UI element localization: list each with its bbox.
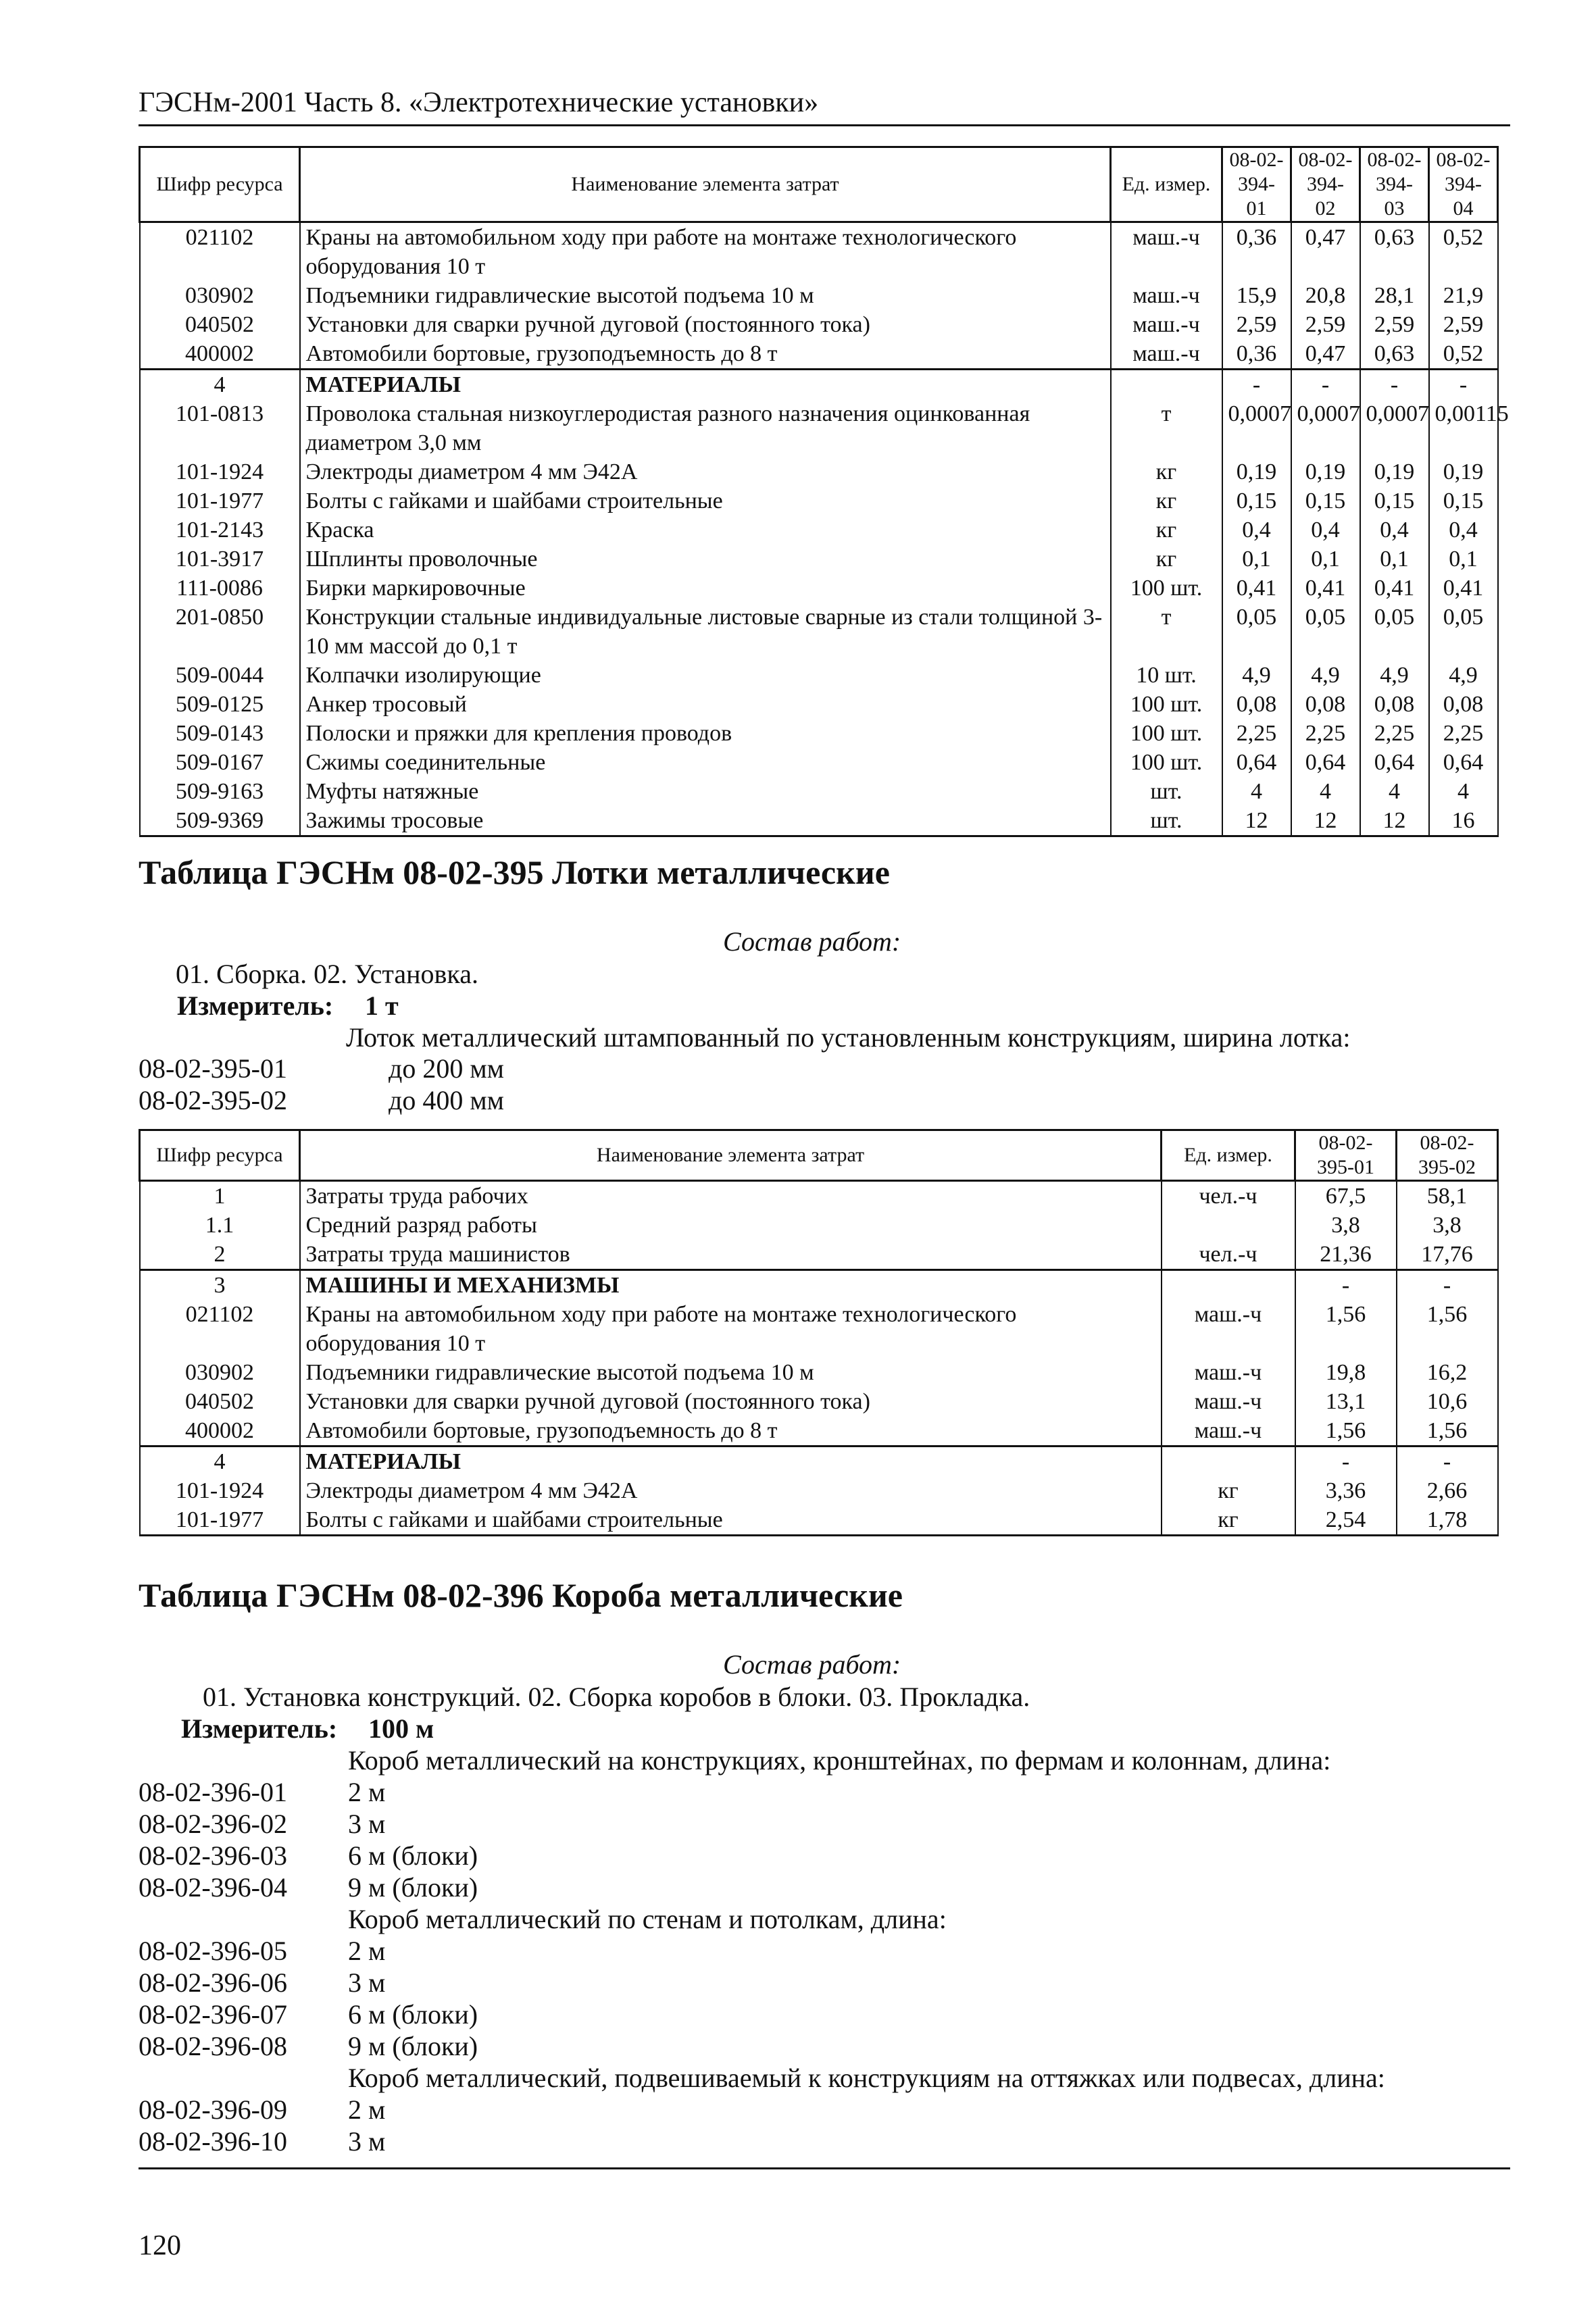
group-description: Короб металлический, подвешиваемый к конструкциям на оттяжках или подвесах, длина: — [348, 2063, 1385, 2093]
unit-cell: маш.-ч — [1111, 281, 1222, 310]
norm-code: 08-02-396-02 — [139, 1809, 287, 1839]
resource-code-cell: 040502 — [140, 310, 300, 339]
value-cell: 0,41 — [1429, 574, 1498, 603]
unit-cell: т — [1111, 399, 1222, 457]
value-cell: 0,0007 — [1291, 399, 1360, 457]
value-cell: - — [1291, 370, 1360, 400]
value-cell: 0,4 — [1222, 515, 1291, 545]
value-cell: 21,9 — [1429, 281, 1498, 310]
value-cell: 0,05 — [1360, 603, 1429, 661]
value-cell: 3,8 — [1397, 1211, 1498, 1240]
unit-cell: маш.-ч — [1162, 1300, 1295, 1358]
resource-code-cell: 509-0044 — [140, 661, 300, 690]
resource-table-394 — [139, 146, 1509, 837]
unit-cell — [1111, 370, 1222, 400]
table-row — [140, 777, 1498, 806]
value-cell: 0,4 — [1291, 515, 1360, 545]
value-cell: 0,52 — [1429, 222, 1498, 282]
value-cell: - — [1429, 370, 1498, 400]
value-cell: 2,25 — [1360, 719, 1429, 748]
value-cell: 3,8 — [1295, 1211, 1397, 1240]
unit-cell: маш.-ч — [1162, 1416, 1295, 1447]
value-cell: 0,19 — [1360, 457, 1429, 486]
resource-code-cell: 400002 — [140, 339, 300, 370]
col-header-395-01: 08-02-395-01 — [1295, 1130, 1397, 1181]
table-row — [140, 281, 1498, 310]
value-cell: - — [1295, 1447, 1397, 1477]
value-cell: 0,15 — [1291, 486, 1360, 515]
resource-name-cell: Муфты натяжные — [300, 777, 1111, 806]
table-row — [140, 1211, 1498, 1240]
value-cell: 0,1 — [1429, 545, 1498, 574]
norm-desc: 9 м (блоки) — [348, 2031, 478, 2061]
value-cell: 0,19 — [1291, 457, 1360, 486]
resource-name-cell: Полоски и пряжки для крепления проводов — [300, 719, 1111, 748]
value-cell: 0,19 — [1222, 457, 1291, 486]
norm-code-item — [139, 2030, 1385, 2062]
table-row — [140, 545, 1498, 574]
resource-code-cell: 4 — [140, 1447, 300, 1477]
value-cell: 1,78 — [1397, 1505, 1498, 1536]
value-cell: 1,56 — [1397, 1416, 1498, 1447]
table-row — [140, 661, 1498, 690]
resource-name-cell: Электроды диаметром 4 мм Э42А — [300, 457, 1111, 486]
table-row — [140, 222, 1498, 282]
col-header-code: Шифр ресурса — [140, 147, 300, 222]
resource-name-cell: Электроды диаметром 4 мм Э42А — [300, 1476, 1162, 1505]
norm-desc: до 200 мм — [389, 1053, 504, 1084]
table-row — [140, 719, 1498, 748]
unit-cell: маш.-ч — [1111, 339, 1222, 370]
resource-name-cell: Установки для сварки ручной дуговой (постоянного тока) — [300, 310, 1111, 339]
resource-name-cell: Сжимы соединительные — [300, 748, 1111, 777]
value-cell: 16,2 — [1397, 1358, 1498, 1387]
value-cell: 0,63 — [1360, 339, 1429, 370]
value-cell: 21,36 — [1295, 1240, 1397, 1270]
resource-code-cell: 030902 — [140, 281, 300, 310]
norm-code-item — [139, 2094, 1385, 2126]
norm-code: 08-02-396-06 — [139, 1967, 287, 1998]
resource-code-cell: 509-0143 — [140, 719, 300, 748]
resource-code-cell: 101-3917 — [140, 545, 300, 574]
value-cell: 0,08 — [1222, 690, 1291, 719]
value-cell: 0,47 — [1291, 339, 1360, 370]
value-cell: 19,8 — [1295, 1358, 1397, 1387]
norm-desc: 6 м (блоки) — [348, 1999, 478, 2030]
norm-code: 08-02-396-08 — [139, 2031, 287, 2061]
value-cell: 0,64 — [1222, 748, 1291, 777]
resource-code-cell: 201-0850 — [140, 603, 300, 661]
resource-code-cell: 509-9369 — [140, 806, 300, 836]
resource-name-cell: Подъемники гидравлические высотой подъема 10 м — [300, 1358, 1162, 1387]
group-description: Короб металлический по стенам и потолкам, длина: — [348, 1904, 947, 1934]
resource-code-cell: 101-1977 — [140, 486, 300, 515]
value-cell: 1,56 — [1295, 1300, 1397, 1358]
unit-cell: 100 шт. — [1111, 719, 1222, 748]
norm-code: 08-02-396-09 — [139, 2094, 287, 2125]
col-header-394-02: 08-02-394-02 — [1291, 147, 1360, 222]
value-cell: - — [1397, 1447, 1498, 1477]
table-row — [140, 1387, 1498, 1416]
resource-name-cell: Болты с гайками и шайбами строительные — [300, 1505, 1162, 1536]
norm-code-item — [139, 2126, 1385, 2157]
resource-name-cell: Болты с гайками и шайбами строительные — [300, 486, 1111, 515]
table-row — [140, 748, 1498, 777]
value-cell: 0,0007 — [1222, 399, 1291, 457]
value-cell: 10,6 — [1397, 1387, 1498, 1416]
resource-name-cell: Краны на автомобильном ходу при работе на монтаже технологического оборудования 10 т — [300, 1300, 1162, 1358]
table-395-title: Таблица ГЭСНм 08-02-395 Лотки металлические — [139, 853, 890, 891]
table-row — [140, 1505, 1498, 1536]
col-header-394-04: 08-02-394-04 — [1429, 147, 1498, 222]
resource-code-cell: 111-0086 — [140, 574, 300, 603]
table-row — [140, 1181, 1498, 1211]
table-header-row — [140, 147, 1498, 222]
table-row — [140, 1476, 1498, 1505]
value-cell: 20,8 — [1291, 281, 1360, 310]
group-description: Короб металлический на конструкциях, кронштейнах, по фермам и колоннам, длина: — [348, 1745, 1331, 1776]
value-cell: 0,36 — [1222, 339, 1291, 370]
norm-desc: 9 м (блоки) — [348, 1872, 478, 1903]
value-cell: 2,25 — [1429, 719, 1498, 748]
value-cell: - — [1360, 370, 1429, 400]
unit-cell: кг — [1162, 1476, 1295, 1505]
unit-cell: чел.-ч — [1162, 1240, 1295, 1270]
norm-code-list-396 — [139, 1744, 1385, 2157]
norm-code: 08-02-396-05 — [139, 1936, 287, 1966]
norm-code: 08-02-396-01 — [139, 1777, 287, 1807]
resource-code-cell: 509-9163 — [140, 777, 300, 806]
value-cell: 4,9 — [1360, 661, 1429, 690]
norm-desc: 2 м — [348, 2094, 386, 2125]
norm-code-item — [139, 1840, 1385, 1871]
value-cell: 2,59 — [1429, 310, 1498, 339]
resource-code-cell: 400002 — [140, 1416, 300, 1447]
value-cell: - — [1397, 1270, 1498, 1301]
table-row — [140, 603, 1498, 661]
value-cell: 12 — [1291, 806, 1360, 836]
value-cell: 58,1 — [1397, 1181, 1498, 1211]
resource-code-cell: 509-0167 — [140, 748, 300, 777]
value-cell: 12 — [1222, 806, 1291, 836]
value-cell: 17,76 — [1397, 1240, 1498, 1270]
value-cell: 0,63 — [1360, 222, 1429, 282]
value-cell: 0,08 — [1429, 690, 1498, 719]
value-cell: 3,36 — [1295, 1476, 1397, 1505]
resource-name-cell: Затраты труда машинистов — [300, 1240, 1162, 1270]
resource-code-cell: 101-0813 — [140, 399, 300, 457]
table-row — [140, 486, 1498, 515]
value-cell: 1,56 — [1397, 1300, 1498, 1358]
norm-code-item — [139, 1935, 1385, 1967]
norm-code-item — [139, 1084, 504, 1116]
resource-name-cell: Подъемники гидравлические высотой подъема 10 м — [300, 281, 1111, 310]
value-cell: 0,1 — [1222, 545, 1291, 574]
unit-cell: 100 шт. — [1111, 690, 1222, 719]
value-cell: 4,9 — [1291, 661, 1360, 690]
unit-cell — [1162, 1270, 1295, 1301]
resource-name-cell: Установки для сварки ручной дуговой (постоянного тока) — [300, 1387, 1162, 1416]
value-cell: 0,41 — [1360, 574, 1429, 603]
unit-cell: шт. — [1111, 806, 1222, 836]
norm-desc: 3 м — [348, 2126, 386, 2157]
norm-desc: 6 м (блоки) — [348, 1840, 478, 1871]
unit-cell: 10 шт. — [1111, 661, 1222, 690]
table-row — [140, 690, 1498, 719]
resource-code-cell: 030902 — [140, 1358, 300, 1387]
value-cell: 0,52 — [1429, 339, 1498, 370]
value-cell: 2,66 — [1397, 1476, 1498, 1505]
work-composition-label: Состав работ: — [723, 926, 901, 957]
unit-cell: маш.-ч — [1111, 222, 1222, 282]
value-cell: 0,1 — [1360, 545, 1429, 574]
value-cell: 4 — [1360, 777, 1429, 806]
unit-cell — [1162, 1211, 1295, 1240]
value-cell: 2,59 — [1222, 310, 1291, 339]
resource-name-cell: Зажимы тросовые — [300, 806, 1111, 836]
unit-cell: шт. — [1111, 777, 1222, 806]
value-cell: 0,47 — [1291, 222, 1360, 282]
resource-code-cell: 4 — [140, 370, 300, 400]
value-cell: - — [1222, 370, 1291, 400]
table-row — [140, 806, 1498, 836]
value-cell: 2,25 — [1291, 719, 1360, 748]
value-cell: 15,9 — [1222, 281, 1291, 310]
value-cell: 2,59 — [1291, 310, 1360, 339]
unit-cell — [1162, 1447, 1295, 1477]
table-row — [140, 574, 1498, 603]
col-header-name: Наименование элемента затрат — [300, 1130, 1162, 1181]
col-header-394-01: 08-02-394-01 — [1222, 147, 1291, 222]
value-cell: 2,54 — [1295, 1505, 1397, 1536]
value-cell: 28,1 — [1360, 281, 1429, 310]
resource-code-cell: 1.1 — [140, 1211, 300, 1240]
resource-name-cell: Автомобили бортовые, грузоподъемность до 8 т — [300, 1416, 1162, 1447]
norm-desc: до 400 мм — [389, 1085, 504, 1115]
value-cell: 0,08 — [1291, 690, 1360, 719]
resource-name-cell: Краны на автомобильном ходу при работе на монтаже технологического оборудования 10 т — [300, 222, 1111, 282]
table-row — [140, 1358, 1498, 1387]
value-cell: 4 — [1291, 777, 1360, 806]
value-cell: 2,25 — [1222, 719, 1291, 748]
norm-code: 08-02-396-10 — [139, 2126, 287, 2157]
value-cell: 0,64 — [1360, 748, 1429, 777]
norm-desc: 3 м — [348, 1809, 386, 1839]
bottom-rule — [139, 2167, 1510, 2169]
value-cell: 0,15 — [1429, 486, 1498, 515]
work-description: Лоток металлический штампованный по установленным конструкциям, ширина лотка: — [346, 1022, 1351, 1053]
value-cell: 0,00115 — [1429, 399, 1498, 457]
unit-cell: т — [1111, 603, 1222, 661]
col-header-name: Наименование элемента затрат — [300, 147, 1111, 222]
unit-cell: маш.-ч — [1111, 310, 1222, 339]
value-cell: 0,15 — [1222, 486, 1291, 515]
work-composition-text: 01. Установка конструкций. 02. Сборка коробов в блоки. 03. Прокладка. — [203, 1682, 1030, 1712]
norm-code-item — [139, 1053, 504, 1084]
value-cell: 0,41 — [1222, 574, 1291, 603]
resource-code-cell: 040502 — [140, 1387, 300, 1416]
norm-code-item — [139, 1776, 1385, 1808]
col-header-395-02: 08-02-395-02 — [1397, 1130, 1498, 1181]
col-header-394-03: 08-02-394-03 — [1360, 147, 1429, 222]
table-row — [140, 515, 1498, 545]
value-cell: 12 — [1360, 806, 1429, 836]
value-cell: 4,9 — [1429, 661, 1498, 690]
meter-value: 100 м — [368, 1713, 434, 1744]
resource-name-cell: Конструкции стальные индивидуальные листовые сварные из стали толщиной 3-10 мм массой до 0,1 т — [300, 603, 1111, 661]
resource-name-cell: Средний разряд работы — [300, 1211, 1162, 1240]
resource-code-cell: 101-1924 — [140, 1476, 300, 1505]
norm-code: 08-02-395-02 — [139, 1085, 287, 1115]
resource-name-cell: МАШИНЫ И МЕХАНИЗМЫ — [300, 1270, 1162, 1301]
unit-cell: кг — [1111, 515, 1222, 545]
meter-label: Измеритель: — [181, 1713, 338, 1744]
resource-name-cell: МАТЕРИАЛЫ — [300, 1447, 1162, 1477]
table-396-title: Таблица ГЭСНм 08-02-396 Короба металлические — [139, 1576, 903, 1614]
value-cell: 4,9 — [1222, 661, 1291, 690]
value-cell: 0,0007 — [1360, 399, 1429, 457]
resource-code-cell: 021102 — [140, 222, 300, 282]
value-cell: 4 — [1429, 777, 1498, 806]
table-header-row — [140, 1130, 1498, 1181]
resource-code-cell: 2 — [140, 1240, 300, 1270]
norm-code: 08-02-396-04 — [139, 1872, 287, 1903]
work-composition-label: Состав работ: — [723, 1649, 901, 1680]
value-cell: 0,05 — [1291, 603, 1360, 661]
resource-code-cell: 021102 — [140, 1300, 300, 1358]
resource-name-cell: Проволока стальная низкоуглеродистая разного назначения оцинкованная диаметром 3,0 мм — [300, 399, 1111, 457]
table-section-row — [140, 370, 1498, 400]
table-row — [140, 1240, 1498, 1270]
resource-name-cell: Колпачки изолирующие — [300, 661, 1111, 690]
resource-table-395 — [139, 1129, 1499, 1536]
value-cell: 67,5 — [1295, 1181, 1397, 1211]
col-header-unit: Ед. измер. — [1111, 147, 1222, 222]
resource-code-cell: 3 — [140, 1270, 300, 1301]
value-cell: 0,05 — [1222, 603, 1291, 661]
value-cell: 0,4 — [1360, 515, 1429, 545]
page-header: ГЭСНм-2001 Часть 8. «Электротехнические установки» — [139, 86, 1510, 126]
unit-cell: 100 шт. — [1111, 574, 1222, 603]
resource-name-cell: МАТЕРИАЛЫ — [300, 370, 1111, 400]
unit-cell: маш.-ч — [1162, 1387, 1295, 1416]
value-cell: 1,56 — [1295, 1416, 1397, 1447]
value-cell: 4 — [1222, 777, 1291, 806]
resource-code-cell: 1 — [140, 1181, 300, 1211]
resource-code-cell: 101-1977 — [140, 1505, 300, 1536]
table-row — [140, 339, 1498, 370]
table-row — [140, 457, 1498, 486]
resource-name-cell: Анкер тросовый — [300, 690, 1111, 719]
unit-cell: кг — [1111, 457, 1222, 486]
col-header-unit: Ед. измер. — [1162, 1130, 1295, 1181]
value-cell: 2,59 — [1360, 310, 1429, 339]
resource-name-cell: Бирки маркировочные — [300, 574, 1111, 603]
unit-cell: кг — [1111, 545, 1222, 574]
col-header-code: Шифр ресурса — [140, 1130, 300, 1181]
value-cell: 16 — [1429, 806, 1498, 836]
norm-code: 08-02-395-01 — [139, 1053, 287, 1084]
table-row — [140, 1416, 1498, 1447]
unit-cell: чел.-ч — [1162, 1181, 1295, 1211]
resource-name-cell: Краска — [300, 515, 1111, 545]
meter-value: 1 т — [365, 990, 399, 1021]
value-cell: 0,19 — [1429, 457, 1498, 486]
resource-name-cell: Затраты труда рабочих — [300, 1181, 1162, 1211]
norm-code-list-395 — [139, 1053, 504, 1116]
value-cell: 0,08 — [1360, 690, 1429, 719]
norm-code-item — [139, 1808, 1385, 1840]
value-cell: 13,1 — [1295, 1387, 1397, 1416]
value-cell: 0,1 — [1291, 545, 1360, 574]
resource-name-cell: Шплинты проволочные — [300, 545, 1111, 574]
unit-cell: кг — [1162, 1505, 1295, 1536]
resource-code-cell: 101-2143 — [140, 515, 300, 545]
value-cell: 0,64 — [1291, 748, 1360, 777]
norm-desc: 2 м — [348, 1777, 386, 1807]
resource-code-cell: 101-1924 — [140, 457, 300, 486]
norm-desc: 3 м — [348, 1967, 386, 1998]
norm-code: 08-02-396-03 — [139, 1840, 287, 1871]
norm-code-item — [139, 1871, 1385, 1903]
norm-code-item — [139, 1967, 1385, 1998]
resource-name-cell: Автомобили бортовые, грузоподъемность до 8 т — [300, 339, 1111, 370]
table-section-row — [140, 1270, 1498, 1301]
unit-cell: 100 шт. — [1111, 748, 1222, 777]
norm-desc: 2 м — [348, 1936, 386, 1966]
meter-label: Измеритель: — [177, 990, 334, 1021]
table-row — [140, 399, 1498, 457]
value-cell: - — [1295, 1270, 1397, 1301]
value-cell: 0,64 — [1429, 748, 1498, 777]
unit-cell: кг — [1111, 486, 1222, 515]
value-cell: 0,41 — [1291, 574, 1360, 603]
value-cell: 0,4 — [1429, 515, 1498, 545]
table-row — [140, 1300, 1498, 1358]
value-cell: 0,05 — [1429, 603, 1498, 661]
unit-cell: маш.-ч — [1162, 1358, 1295, 1387]
norm-code: 08-02-396-07 — [139, 1999, 287, 2030]
table-section-row — [140, 1447, 1498, 1477]
value-cell: 0,15 — [1360, 486, 1429, 515]
norm-code-item — [139, 1998, 1385, 2030]
page-number: 120 — [139, 2230, 181, 2261]
value-cell: 0,36 — [1222, 222, 1291, 282]
table-row — [140, 310, 1498, 339]
resource-code-cell: 509-0125 — [140, 690, 300, 719]
work-composition-text: 01. Сборка. 02. Установка. — [176, 959, 478, 989]
